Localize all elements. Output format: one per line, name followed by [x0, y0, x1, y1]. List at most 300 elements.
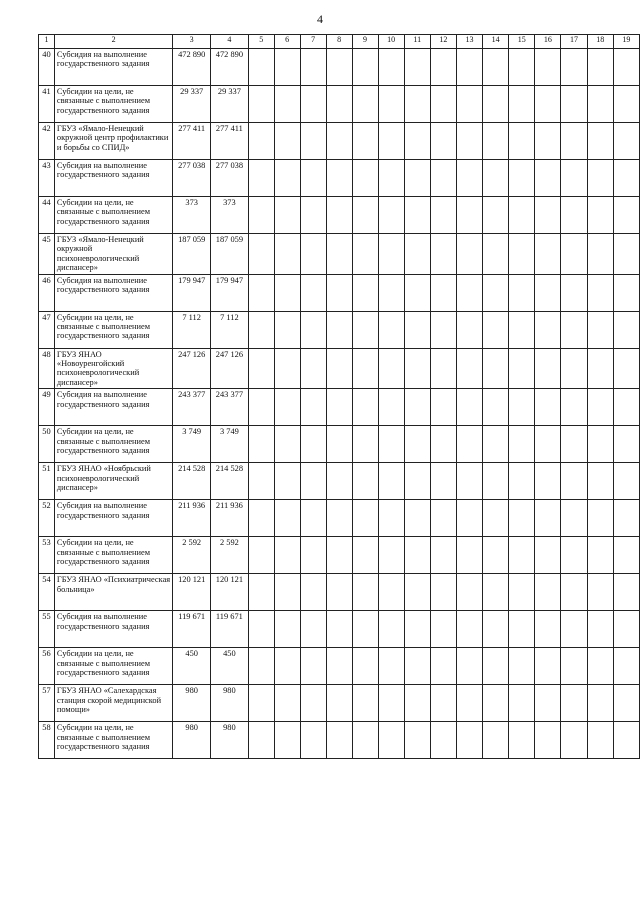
- empty-cell-col16: [535, 611, 561, 648]
- empty-cell-col15: [509, 685, 535, 722]
- empty-cell-col15: [509, 123, 535, 160]
- table-row: [39, 500, 640, 537]
- row-number-cell: 54: [39, 574, 55, 611]
- value-cell-col3: 211 936: [173, 500, 211, 537]
- empty-cell-col19: [613, 426, 639, 463]
- row-name-cell: Субсидии на цели, не связанные с выполнением государственного задания: [54, 426, 172, 463]
- empty-cell-col15: [509, 500, 535, 537]
- empty-cell-col8: [326, 426, 352, 463]
- empty-cell-col13: [456, 685, 482, 722]
- value-cell-col4: 277 411: [211, 123, 249, 160]
- empty-cell-col6: [274, 500, 300, 537]
- column-header-9: 9: [352, 35, 378, 49]
- empty-cell-col12: [430, 274, 456, 311]
- empty-cell-col8: [326, 463, 352, 500]
- empty-cell-col10: [378, 389, 404, 426]
- empty-cell-col9: [352, 685, 378, 722]
- empty-cell-col18: [587, 537, 613, 574]
- empty-cell-col10: [378, 160, 404, 197]
- empty-cell-col14: [483, 722, 509, 759]
- empty-cell-col17: [561, 648, 587, 685]
- empty-cell-col16: [535, 123, 561, 160]
- empty-cell-col11: [404, 463, 430, 500]
- empty-cell-col16: [535, 389, 561, 426]
- row-name-cell: Субсидии на цели, не связанные с выполнением государственного задания: [54, 197, 172, 234]
- empty-cell-col8: [326, 648, 352, 685]
- empty-cell-col13: [456, 426, 482, 463]
- empty-cell-col9: [352, 86, 378, 123]
- empty-cell-col19: [613, 500, 639, 537]
- empty-cell-col19: [613, 123, 639, 160]
- empty-cell-col9: [352, 311, 378, 348]
- empty-cell-col11: [404, 160, 430, 197]
- empty-cell-col19: [613, 685, 639, 722]
- empty-cell-col5: [248, 463, 274, 500]
- empty-cell-col19: [613, 197, 639, 234]
- empty-cell-col6: [274, 197, 300, 234]
- empty-cell-col17: [561, 274, 587, 311]
- empty-cell-col19: [613, 234, 639, 275]
- empty-cell-col8: [326, 49, 352, 86]
- empty-cell-col18: [587, 500, 613, 537]
- empty-cell-col10: [378, 86, 404, 123]
- table-row: [39, 197, 640, 234]
- empty-cell-col18: [587, 274, 613, 311]
- empty-cell-col14: [483, 234, 509, 275]
- value-cell-col3: 187 059: [173, 234, 211, 275]
- empty-cell-col6: [274, 274, 300, 311]
- row-name-cell: ГБУЗ «Ямало-Ненецкий окружной психоневрологический диспансер»: [54, 234, 172, 275]
- empty-cell-col14: [483, 426, 509, 463]
- row-number-cell: 43: [39, 160, 55, 197]
- value-cell-col4: 120 121: [211, 574, 249, 611]
- empty-cell-col8: [326, 537, 352, 574]
- empty-cell-col12: [430, 574, 456, 611]
- empty-cell-col18: [587, 49, 613, 86]
- empty-cell-col16: [535, 311, 561, 348]
- empty-cell-col18: [587, 648, 613, 685]
- table-row: [39, 574, 640, 611]
- value-cell-col3: 29 337: [173, 86, 211, 123]
- table-row: [39, 648, 640, 685]
- value-cell-col4: 472 890: [211, 49, 249, 86]
- table-row: [39, 348, 640, 389]
- empty-cell-col19: [613, 389, 639, 426]
- value-cell-col4: 373: [211, 197, 249, 234]
- empty-cell-col18: [587, 160, 613, 197]
- empty-cell-col7: [300, 722, 326, 759]
- empty-cell-col7: [300, 348, 326, 389]
- row-name-cell: Субсидия на выполнение государственного задания: [54, 611, 172, 648]
- empty-cell-col5: [248, 574, 274, 611]
- empty-cell-col16: [535, 722, 561, 759]
- empty-cell-col9: [352, 722, 378, 759]
- empty-cell-col6: [274, 685, 300, 722]
- value-cell-col3: 243 377: [173, 389, 211, 426]
- empty-cell-col12: [430, 426, 456, 463]
- row-number-cell: 56: [39, 648, 55, 685]
- empty-cell-col13: [456, 537, 482, 574]
- empty-cell-col7: [300, 274, 326, 311]
- empty-cell-col15: [509, 389, 535, 426]
- empty-cell-col17: [561, 234, 587, 275]
- empty-cell-col16: [535, 574, 561, 611]
- empty-cell-col13: [456, 348, 482, 389]
- value-cell-col3: 277 411: [173, 123, 211, 160]
- table-row: [39, 86, 640, 123]
- empty-cell-col8: [326, 311, 352, 348]
- empty-cell-col5: [248, 311, 274, 348]
- column-header-14: 14: [483, 35, 509, 49]
- empty-cell-col7: [300, 648, 326, 685]
- value-cell-col3: 120 121: [173, 574, 211, 611]
- empty-cell-col6: [274, 722, 300, 759]
- table-row: [39, 611, 640, 648]
- row-number-cell: 57: [39, 685, 55, 722]
- column-header-8: 8: [326, 35, 352, 49]
- empty-cell-col16: [535, 500, 561, 537]
- empty-cell-col17: [561, 123, 587, 160]
- empty-cell-col19: [613, 611, 639, 648]
- empty-cell-col17: [561, 463, 587, 500]
- column-header-17: 17: [561, 35, 587, 49]
- empty-cell-col13: [456, 234, 482, 275]
- table-row: [39, 463, 640, 500]
- empty-cell-col18: [587, 685, 613, 722]
- empty-cell-col16: [535, 348, 561, 389]
- row-number-cell: 52: [39, 500, 55, 537]
- empty-cell-col5: [248, 160, 274, 197]
- row-number-cell: 41: [39, 86, 55, 123]
- empty-cell-col12: [430, 311, 456, 348]
- column-number-header: [39, 35, 640, 49]
- empty-cell-col5: [248, 500, 274, 537]
- value-cell-col4: 243 377: [211, 389, 249, 426]
- empty-cell-col12: [430, 648, 456, 685]
- empty-cell-col13: [456, 648, 482, 685]
- empty-cell-col14: [483, 648, 509, 685]
- empty-cell-col17: [561, 500, 587, 537]
- empty-cell-col11: [404, 574, 430, 611]
- empty-cell-col9: [352, 500, 378, 537]
- empty-cell-col6: [274, 160, 300, 197]
- value-cell-col3: 373: [173, 197, 211, 234]
- empty-cell-col16: [535, 648, 561, 685]
- empty-cell-col8: [326, 500, 352, 537]
- value-cell-col3: 450: [173, 648, 211, 685]
- empty-cell-col11: [404, 86, 430, 123]
- empty-cell-col13: [456, 722, 482, 759]
- column-header-7: 7: [300, 35, 326, 49]
- empty-cell-col17: [561, 722, 587, 759]
- row-name-cell: ГБУЗ ЯНАО «Салехардская станция скорой медицинской помощи»: [54, 685, 172, 722]
- empty-cell-col13: [456, 123, 482, 160]
- empty-cell-col9: [352, 537, 378, 574]
- empty-cell-col9: [352, 648, 378, 685]
- empty-cell-col9: [352, 123, 378, 160]
- row-number-cell: 50: [39, 426, 55, 463]
- empty-cell-col13: [456, 86, 482, 123]
- empty-cell-col5: [248, 426, 274, 463]
- empty-cell-col9: [352, 348, 378, 389]
- empty-cell-col13: [456, 463, 482, 500]
- column-header-2: 2: [54, 35, 172, 49]
- value-cell-col4: 7 112: [211, 311, 249, 348]
- row-number-cell: 51: [39, 463, 55, 500]
- value-cell-col4: 179 947: [211, 274, 249, 311]
- empty-cell-col16: [535, 197, 561, 234]
- empty-cell-col11: [404, 311, 430, 348]
- empty-cell-col18: [587, 348, 613, 389]
- empty-cell-col11: [404, 348, 430, 389]
- empty-cell-col5: [248, 197, 274, 234]
- empty-cell-col10: [378, 463, 404, 500]
- empty-cell-col5: [248, 537, 274, 574]
- empty-cell-col13: [456, 611, 482, 648]
- row-number-cell: 53: [39, 537, 55, 574]
- empty-cell-col5: [248, 123, 274, 160]
- budget-table: [38, 34, 640, 759]
- value-cell-col3: 980: [173, 722, 211, 759]
- row-name-cell: Субсидии на цели, не связанные с выполнением государственного задания: [54, 86, 172, 123]
- empty-cell-col15: [509, 234, 535, 275]
- empty-cell-col13: [456, 311, 482, 348]
- empty-cell-col16: [535, 463, 561, 500]
- empty-cell-col18: [587, 611, 613, 648]
- empty-cell-col7: [300, 685, 326, 722]
- empty-cell-col14: [483, 86, 509, 123]
- empty-cell-col15: [509, 722, 535, 759]
- empty-cell-col19: [613, 463, 639, 500]
- empty-cell-col7: [300, 500, 326, 537]
- empty-cell-col19: [613, 49, 639, 86]
- empty-cell-col17: [561, 426, 587, 463]
- empty-cell-col10: [378, 537, 404, 574]
- empty-cell-col7: [300, 123, 326, 160]
- row-number-cell: 47: [39, 311, 55, 348]
- empty-cell-col14: [483, 123, 509, 160]
- empty-cell-col13: [456, 197, 482, 234]
- empty-cell-col8: [326, 86, 352, 123]
- empty-cell-col10: [378, 685, 404, 722]
- empty-cell-col9: [352, 389, 378, 426]
- row-number-cell: 45: [39, 234, 55, 275]
- empty-cell-col19: [613, 722, 639, 759]
- value-cell-col4: 450: [211, 648, 249, 685]
- empty-cell-col15: [509, 574, 535, 611]
- empty-cell-col6: [274, 234, 300, 275]
- empty-cell-col8: [326, 234, 352, 275]
- empty-cell-col10: [378, 234, 404, 275]
- empty-cell-col12: [430, 463, 456, 500]
- column-header-18: 18: [587, 35, 613, 49]
- column-header-11: 11: [404, 35, 430, 49]
- empty-cell-col8: [326, 123, 352, 160]
- empty-cell-col14: [483, 574, 509, 611]
- empty-cell-col17: [561, 574, 587, 611]
- table-row: [39, 123, 640, 160]
- empty-cell-col19: [613, 348, 639, 389]
- value-cell-col4: 211 936: [211, 500, 249, 537]
- empty-cell-col17: [561, 389, 587, 426]
- empty-cell-col7: [300, 611, 326, 648]
- value-cell-col3: 277 038: [173, 160, 211, 197]
- row-name-cell: Субсидия на выполнение государственного задания: [54, 274, 172, 311]
- empty-cell-col6: [274, 348, 300, 389]
- table-row: [39, 274, 640, 311]
- column-header-16: 16: [535, 35, 561, 49]
- empty-cell-col16: [535, 274, 561, 311]
- empty-cell-col18: [587, 722, 613, 759]
- empty-cell-col8: [326, 611, 352, 648]
- empty-cell-col16: [535, 160, 561, 197]
- empty-cell-col10: [378, 274, 404, 311]
- empty-cell-col8: [326, 722, 352, 759]
- empty-cell-col9: [352, 611, 378, 648]
- empty-cell-col11: [404, 722, 430, 759]
- empty-cell-col12: [430, 197, 456, 234]
- empty-cell-col14: [483, 463, 509, 500]
- empty-cell-col5: [248, 685, 274, 722]
- empty-cell-col12: [430, 49, 456, 86]
- empty-cell-col12: [430, 722, 456, 759]
- column-header-13: 13: [456, 35, 482, 49]
- value-cell-col4: 980: [211, 722, 249, 759]
- empty-cell-col14: [483, 197, 509, 234]
- table-row: [39, 49, 640, 86]
- empty-cell-col10: [378, 348, 404, 389]
- empty-cell-col15: [509, 426, 535, 463]
- value-cell-col4: 2 592: [211, 537, 249, 574]
- empty-cell-col6: [274, 426, 300, 463]
- row-number-cell: 40: [39, 49, 55, 86]
- empty-cell-col14: [483, 49, 509, 86]
- empty-cell-col18: [587, 574, 613, 611]
- empty-cell-col19: [613, 648, 639, 685]
- row-number-cell: 44: [39, 197, 55, 234]
- empty-cell-col17: [561, 160, 587, 197]
- empty-cell-col14: [483, 348, 509, 389]
- empty-cell-col14: [483, 537, 509, 574]
- table-row: [39, 685, 640, 722]
- empty-cell-col9: [352, 234, 378, 275]
- value-cell-col3: 7 112: [173, 311, 211, 348]
- empty-cell-col13: [456, 500, 482, 537]
- row-name-cell: Субсидия на выполнение государственного задания: [54, 500, 172, 537]
- empty-cell-col14: [483, 611, 509, 648]
- table-row: [39, 311, 640, 348]
- empty-cell-col15: [509, 537, 535, 574]
- empty-cell-col10: [378, 49, 404, 86]
- empty-cell-col6: [274, 123, 300, 160]
- page-number: 4: [317, 12, 323, 26]
- empty-cell-col10: [378, 722, 404, 759]
- empty-cell-col13: [456, 49, 482, 86]
- empty-cell-col8: [326, 274, 352, 311]
- empty-cell-col18: [587, 197, 613, 234]
- empty-cell-col16: [535, 86, 561, 123]
- row-number-cell: 58: [39, 722, 55, 759]
- value-cell-col3: 119 671: [173, 611, 211, 648]
- empty-cell-col7: [300, 574, 326, 611]
- empty-cell-col9: [352, 426, 378, 463]
- empty-cell-col19: [613, 274, 639, 311]
- empty-cell-col6: [274, 611, 300, 648]
- empty-cell-col17: [561, 311, 587, 348]
- empty-cell-col8: [326, 197, 352, 234]
- empty-cell-col8: [326, 348, 352, 389]
- empty-cell-col5: [248, 49, 274, 86]
- table-row: [39, 722, 640, 759]
- value-cell-col4: 980: [211, 685, 249, 722]
- empty-cell-col12: [430, 348, 456, 389]
- empty-cell-col15: [509, 611, 535, 648]
- empty-cell-col10: [378, 311, 404, 348]
- empty-cell-col5: [248, 274, 274, 311]
- empty-cell-col9: [352, 197, 378, 234]
- row-name-cell: Субсидии на цели, не связанные с выполнением государственного задания: [54, 311, 172, 348]
- empty-cell-col14: [483, 685, 509, 722]
- empty-cell-col7: [300, 463, 326, 500]
- column-header-12: 12: [430, 35, 456, 49]
- empty-cell-col15: [509, 49, 535, 86]
- empty-cell-col7: [300, 311, 326, 348]
- empty-cell-col18: [587, 123, 613, 160]
- empty-cell-col5: [248, 86, 274, 123]
- empty-cell-col11: [404, 49, 430, 86]
- empty-cell-col5: [248, 648, 274, 685]
- table-row: [39, 160, 640, 197]
- empty-cell-col6: [274, 463, 300, 500]
- value-cell-col4: 119 671: [211, 611, 249, 648]
- empty-cell-col11: [404, 648, 430, 685]
- empty-cell-col15: [509, 274, 535, 311]
- empty-cell-col19: [613, 574, 639, 611]
- empty-cell-col18: [587, 389, 613, 426]
- empty-cell-col6: [274, 86, 300, 123]
- table-row: [39, 426, 640, 463]
- value-cell-col4: 29 337: [211, 86, 249, 123]
- empty-cell-col14: [483, 160, 509, 197]
- empty-cell-col7: [300, 197, 326, 234]
- empty-cell-col17: [561, 86, 587, 123]
- empty-cell-col15: [509, 648, 535, 685]
- empty-cell-col12: [430, 500, 456, 537]
- empty-cell-col19: [613, 86, 639, 123]
- value-cell-col3: 980: [173, 685, 211, 722]
- empty-cell-col11: [404, 197, 430, 234]
- empty-cell-col17: [561, 49, 587, 86]
- value-cell-col4: 247 126: [211, 348, 249, 389]
- empty-cell-col7: [300, 49, 326, 86]
- row-number-cell: 42: [39, 123, 55, 160]
- empty-cell-col7: [300, 160, 326, 197]
- empty-cell-col12: [430, 123, 456, 160]
- empty-cell-col5: [248, 348, 274, 389]
- empty-cell-col6: [274, 574, 300, 611]
- empty-cell-col19: [613, 537, 639, 574]
- empty-cell-col15: [509, 311, 535, 348]
- column-header-1: 1: [39, 35, 55, 49]
- value-cell-col3: 247 126: [173, 348, 211, 389]
- value-cell-col3: 179 947: [173, 274, 211, 311]
- value-cell-col4: 277 038: [211, 160, 249, 197]
- empty-cell-col11: [404, 274, 430, 311]
- row-number-cell: 48: [39, 348, 55, 389]
- empty-cell-col9: [352, 274, 378, 311]
- empty-cell-col9: [352, 463, 378, 500]
- value-cell-col4: 3 749: [211, 426, 249, 463]
